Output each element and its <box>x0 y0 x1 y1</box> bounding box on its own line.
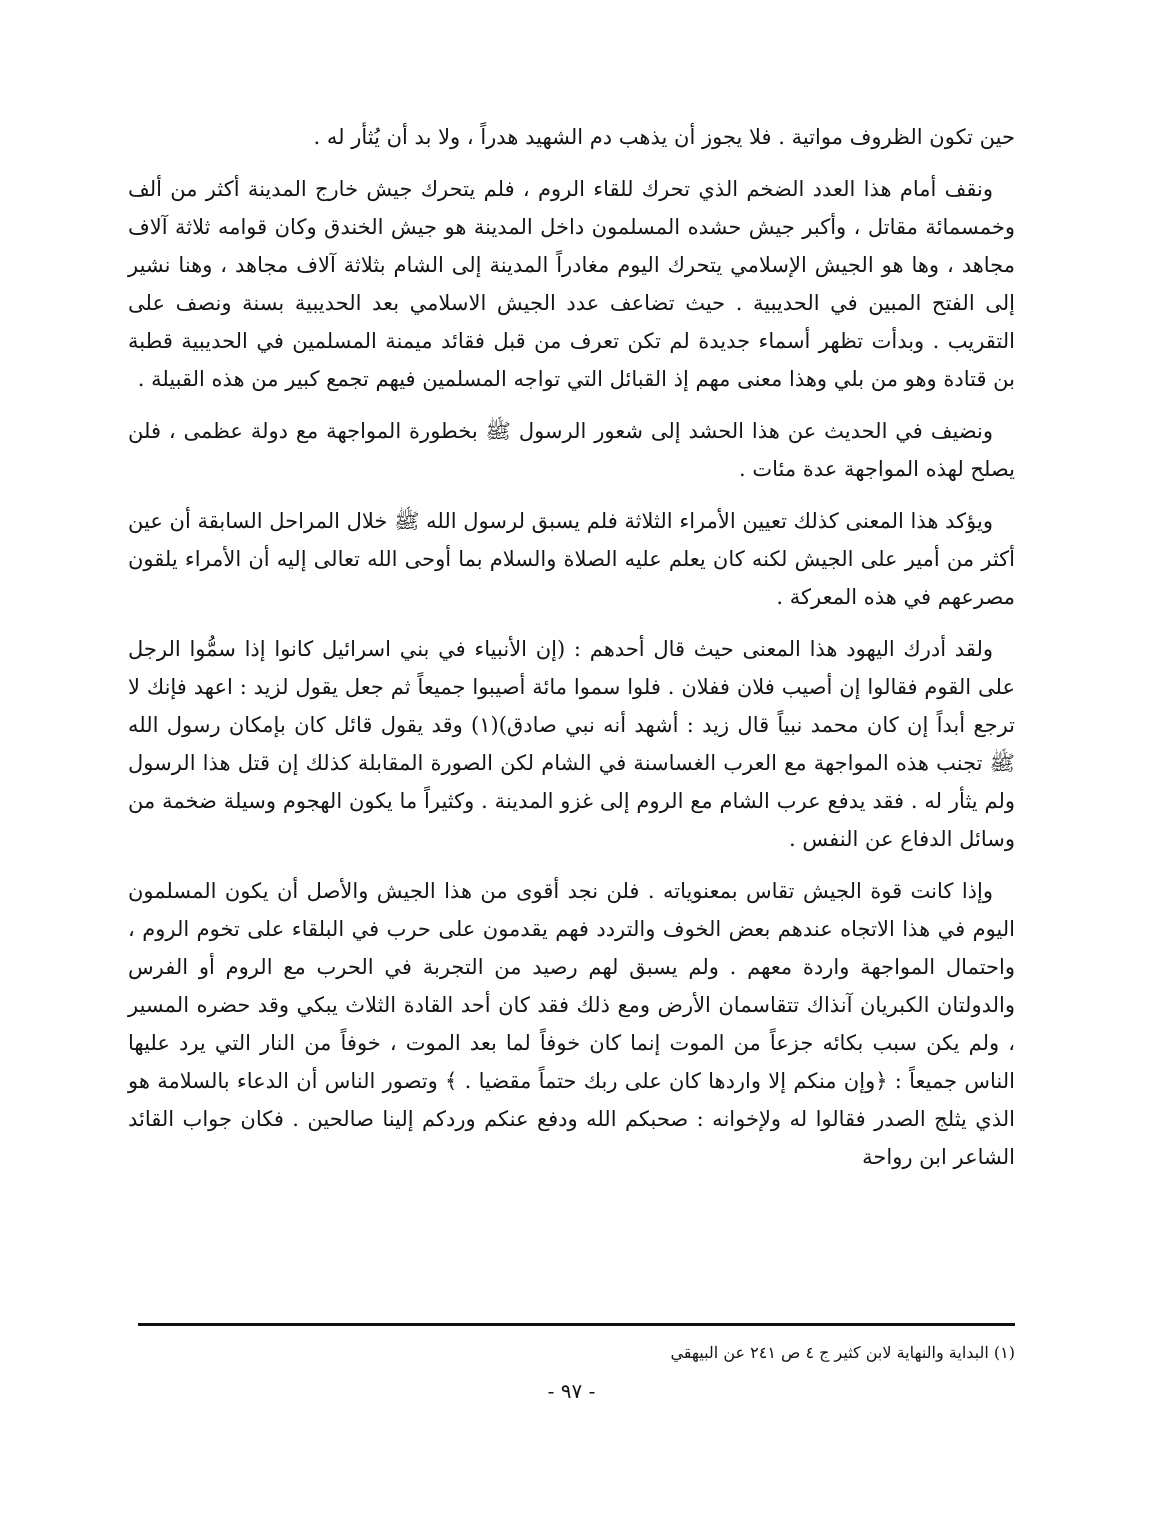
book-page <box>128 118 1015 1498</box>
footnote: (١) البداية والنهاية لابن كثير ج ٤ ص ٢٤١ عن البيهقي <box>670 1343 1015 1362</box>
footnote-divider <box>138 1323 1015 1326</box>
paragraph-5: ولقد أدرك اليهود هذا المعنى حيث قال أحدهم : (إن الأنبياء في بني اسرائيل كانوا إذا سمُّوا الرجل على القوم فقالوا إن أصيب فلان ففلان . فلوا سموا مائة أصيبوا جميعاً ثم جعل يقول لزيد : اعهد فإنك لا ترجع أبداً إن كان محمد نبياً قال زيد : أشهد أنه نبي صادق)(١) وقد يقول قائل كان بإمكان رسول الله ﷺ تجنب هذه المواجهة مع العرب الغساسنة في الشام لكن الصورة المقابلة كذلك إن قتل هذا الرسول ولم يثأر له . فقد يدفع عرب الشام مع الروم إلى غزو المدينة . وكثيراً ما يكون الهجوم وسيلة ضخمة من وسائل الدفاع عن النفس . <box>128 637 1016 851</box>
paragraph-3: ونضيف في الحديث عن هذا الحشد إلى شعور الرسول ﷺ بخطورة المواجهة مع دولة عظمى ، فلن يصلح لهذه المواجهة عدة مئات . <box>128 419 1015 481</box>
paragraph-1: حين تكون الظروف مواتية . فلا يجوز أن يذهب دم الشهيد هدراً ، ولا بد أن يُثأر له . <box>313 125 1015 149</box>
paragraph-6: وإذا كانت قوة الجيش تقاس بمعنوياته . فلن نجد أقوى من هذا الجيش والأصل أن يكون المسلمون اليوم في هذا الاتجاه عندهم بعض الخوف والتردد فهم يقدمون على حرب في البلقاء على تخوم الروم ، واحتمال المواجهة واردة معهم . ولم يسبق لهم رصيد من التجربة في الحرب مع الروم أو الفرس والدولتان الكبريان آنذاك تتقاسمان الأرض ومع ذلك فقد كان أحد القادة الثلاث يبكي وقد حضره المسير ، ولم يكن سبب بكائه جزعاً من الموت إنما كان خوفاً لما بعد الموت ، خوفاً من النار التي يرد عليها الناس جميعاً : ﴿وإن منكم إلا واردها كان على ربك حتماً مقضيا . ﴾ وتصور الناس أن الدعاء بالسلامة هو الذي يثلج الصدر فقالوا له ولإخوانه : صحبكم الله ودفع عنكم وردكم إلينا صالحين . فكان جواب القائد الشاعر ابن رواحة <box>128 879 1015 1169</box>
body-text <box>128 118 1015 1190</box>
paragraph-2: ونقف أمام هذا العدد الضخم الذي تحرك للقاء الروم ، فلم يتحرك جيش خارج المدينة أكثر من ألف وخمسمائة مقاتل ، وأكبر جيش حشده المسلمون داخل المدينة هو جيش الخندق وكان قوامه ثلاثة آلاف مجاهد ، وها هو الجيش الإسلامي يتحرك اليوم مغادراً المدينة إلى الشام بثلاثة آلاف مجاهد ، وهنا نشير إلى الفتح المبين في الحديبية . حيث تضاعف عدد الجيش الاسلامي بعد الحديبية بسنة ونصف على التقريب . وبدأت تظهر أسماء جديدة لم تكن تعرف من قبل فقائد ميمنة المسلمين في الحديبية قطبة بن قتادة وهو من بلي وهذا معنى مهم إذ القبائل التي تواجه المسلمين فيهم تجمع كبير من هذه القبيلة . <box>128 177 1015 391</box>
page-number: - ٩٧ - <box>547 1379 596 1403</box>
paragraph-4: ويؤكد هذا المعنى كذلك تعيين الأمراء الثلاثة فلم يسبق لرسول الله ﷺ خلال المراحل السابقة أن عين أكثر من أمير على الجيش لكنه كان يعلم عليه الصلاة والسلام بما أوحى الله تعالى إليه أن الأمراء يلقون مصرعهم في هذه المعركة . <box>128 509 1015 609</box>
